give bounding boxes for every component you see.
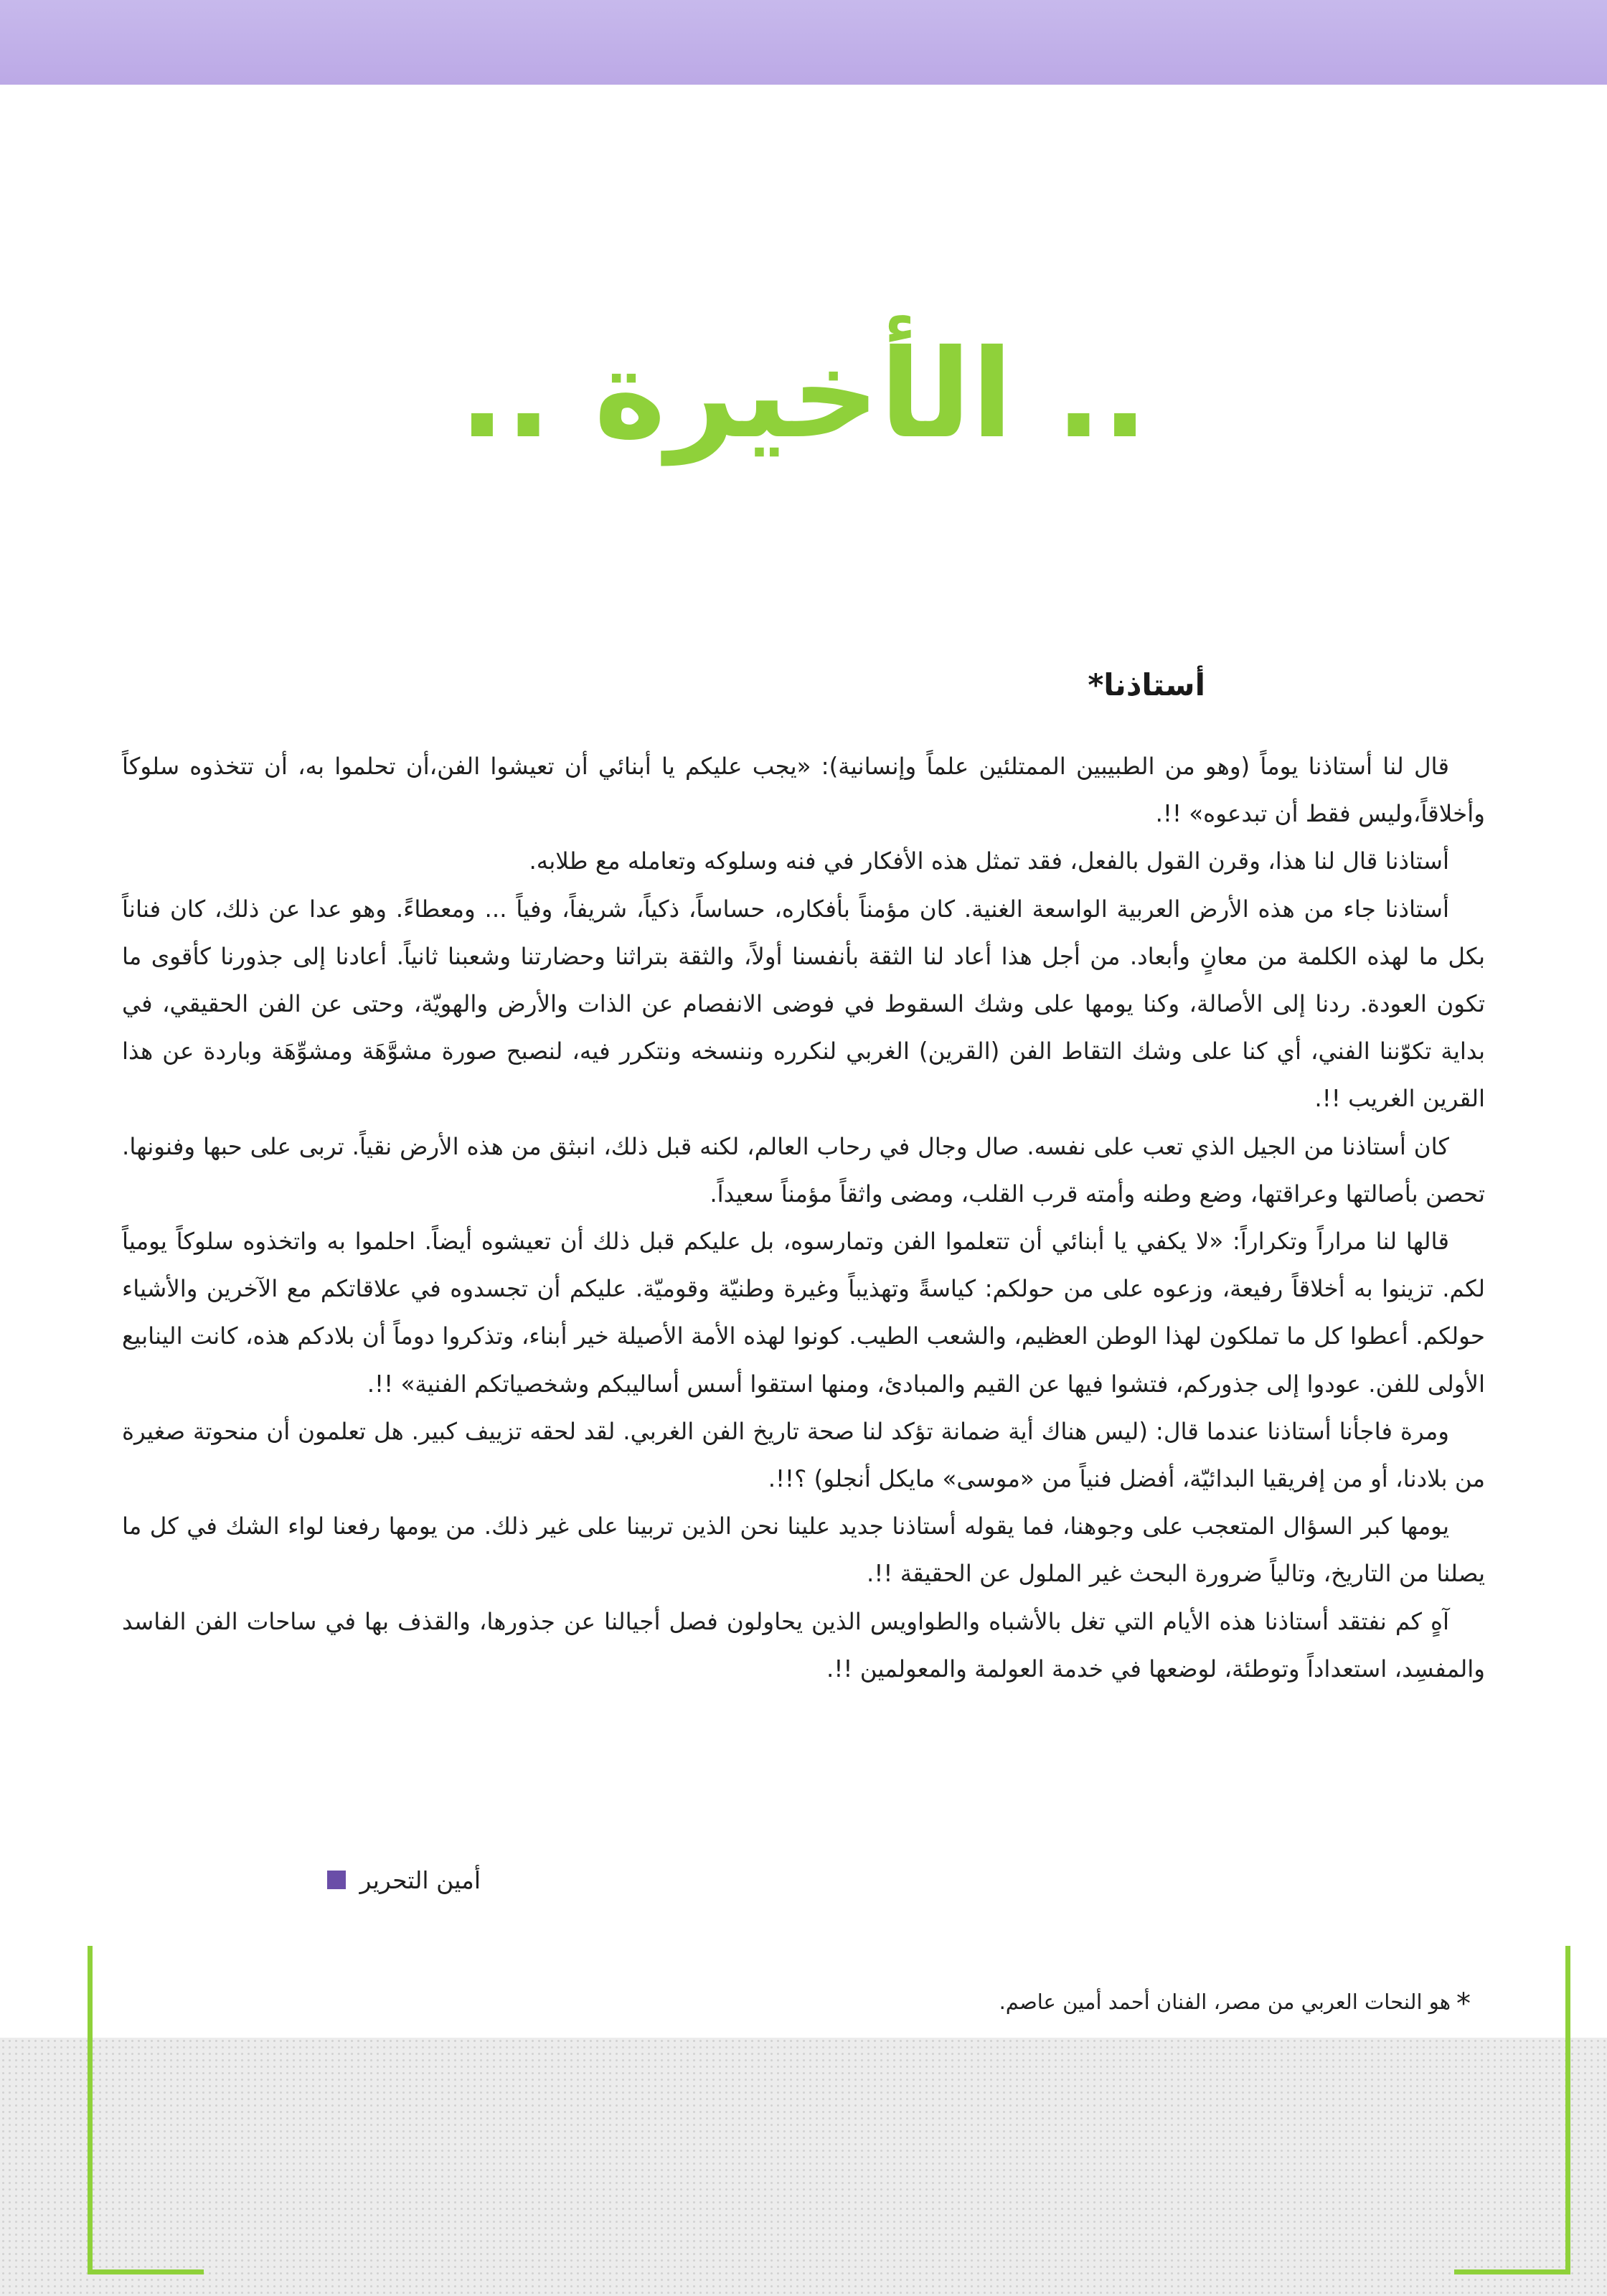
article-paragraph: آهٍ كم نفتقد أستاذنا هذه الأيام التي تغل بالأشباه والطواويس الذين يحاولون فصل أجيالنا عن جذورها، والقذف بها في ساحات الفن الفاسد والمفسِد، استعداداً وتوطئة، لوضعها في خدمة العولمة والمعولمين !!.	[122, 1607, 1485, 1683]
signature-name: أمين التحرير	[359, 1866, 481, 1894]
frame-right-vertical	[1565, 1946, 1570, 2274]
article-paragraph: قال لنا أستاذنا يوماً (وهو من الطبيبين الممتلئين علماً وإنسانية): «يجب عليكم يا أبنائي أن تعيشوا الفن،أن تحلموا به، أن تتخذوه سلوكاً وأخلاقاً،وليس فقط أن تبدعوه» !!.	[122, 753, 1485, 828]
footnote-text: هو النحات العربي من مصر، الفنان أحمد أمين عاصم.	[999, 1990, 1451, 2014]
frame-left-vertical	[88, 1946, 93, 2274]
page-title: .. الأخيرة ..	[458, 324, 1149, 466]
article-heading: أستاذنا*	[1088, 667, 1205, 702]
footnote-marker: *	[1456, 1987, 1471, 2020]
top-color-band	[0, 0, 1607, 85]
footnote	[395, 1987, 1471, 2020]
square-bullet-icon	[327, 1871, 346, 1889]
frame-right-horizontal	[1454, 2269, 1570, 2274]
article-body	[122, 743, 1485, 1693]
article-paragraph: أستاذنا جاء من هذه الأرض العربية الواسعة الغنية. كان مؤمناً بأفكاره، حساساً، ذكياً، شريفاً، وفياً ... ومعطاءً. وهو عدا عن ذلك، كان فناناً بكل ما لهذه الكلمة من معانٍ وأبعاد. من أجل هذا أعاد لنا الثقة بأنفسنا أولاً، والثقة بتراثنا وحضارتنا وشعبنا ثانياً. أعادنا إلى جذورنا كأقوى ما تكون العودة. ردنا إلى الأصالة، وكنا يومها على وشك السقوط في فوضى الانفصام عن الذات والأرض والهويّة، وحتى عن الفن الحقيقي، في بداية تكوّننا الفني، أي كنا على وشك التقاط الفن (القرين) الغربي لنكرره وننسخه ونتكرر فيه، لنصبح صورة مشوَّهَة ومشوِّهَة وباردة عن هذا القرين الغريب !!.	[122, 895, 1485, 1113]
article-paragraph: أستاذنا قال لنا هذا، وقرن القول بالفعل، فقد تمثل هذه الأفكار في فنه وسلوكه وتعامله مع طلابه.	[529, 847, 1449, 875]
article-paragraph: كان أستاذنا من الجيل الذي تعب على نفسه. صال وجال في رحاب العالم، لكنه قبل ذلك، انبثق من هذه الأرض نقياً. تربى على حبها وفنونها. تحصن بأصالتها وعراقتها، وضع وطنه وأمته قرب القلب، ومضى واثقاً مؤمناً سعيداً.	[122, 1132, 1485, 1208]
bottom-dotted-band	[0, 2038, 1607, 2296]
signature	[327, 1862, 481, 1898]
article-paragraph: قالها لنا مراراً وتكراراً: «لا يكفي يا أبنائي أن تتعلموا الفن وتمارسوه، بل عليكم قبل ذلك أن تعيشوه أيضاً. احلموا به واتخذوه سلوكاً يومياً لكم. تزينوا به أخلاقاً رفيعة، وزعوه على من حولكم: كياسةً وتهذيباً وغيرة وطنيّة وقوميّة. عليكم أن تجسدوه في علاقاتكم مع الآخرين والأشياء حولكم. أعطوا كل ما تملكون لهذا الوطن العظيم، والشعب الطيب. كونوا لهذه الأمة الأصيلة خير أبناء، وتذكروا دوماً أن بلادكم هذه، كانت الينابيع الأولى للفن. عودوا إلى جذوركم، فتشوا فيها عن القيم والمبادئ، ومنها استقوا أسس أساليبكم وشخصياتكم الفنية» !!.	[122, 1228, 1485, 1398]
frame-left-horizontal	[88, 2269, 204, 2274]
article-paragraph: ومرة فاجأنا أستاذنا عندما قال: (ليس هناك أية ضمانة تؤكد لنا صحة تاريخ الفن الغربي. لقد لحقه تزييف كبير. هل تعلمون أن منحوتة صغيرة من بلادنا، أو من إفريقيا البدائيّة، أفضل فنياً من «موسى» مايكل أنجلو) ؟!!.	[122, 1417, 1485, 1493]
article-paragraph: يومها كبر السؤال المتعجب على وجوهنا، فما يقوله أستاذنا جديد علينا نحن الذين تربينا على غير ذلك. من يومها رفعنا لواء الشك في كل ما يصلنا من التاريخ، وتالياً ضرورة البحث غير الملول عن الحقيقة !!.	[122, 1512, 1485, 1588]
